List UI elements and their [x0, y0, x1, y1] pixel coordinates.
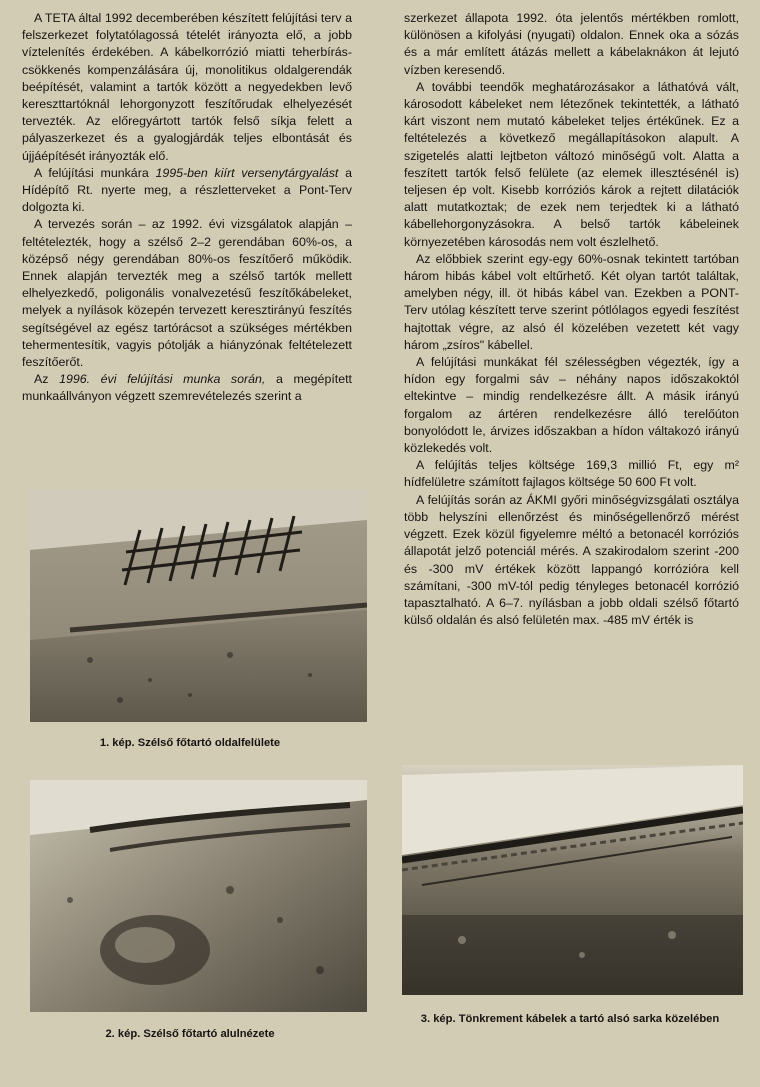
- paragraph: A TETA által 1992 decemberében készített felújítási terv a felszerkezet folytatólagossá tételét irányozta elő, a jobb víztelenítés érdekében. A kábelkorrózió miatti teherbírás-csökkenés kompenzálására új, monolitikus oldalgerendák beépítését, valamint a tartók között a negyedekben levő kereszttartóknál lehorgonyzott feszítőrudak elhelyezését tervezték. Az előregyártott tartók felső síkja felett a pályaszerkezet és a gyalogjárdák teljes elbontását és újjáépítését irányozták elő.: [22, 11, 352, 163]
- italic-run: 1995-ben kiírt versenytárgyalást: [155, 165, 339, 180]
- text-run: a megépített munkaállványon végzett szemrevételezés szerint a: [22, 372, 353, 404]
- text-run: a Hídépítő Rt. nyerte meg, a részletterveket a Pont-Terv dolgozta ki.: [22, 165, 352, 215]
- photo-beam-underside: [30, 780, 367, 1012]
- italic-run: 1996. évi felújítási munka során,: [59, 372, 266, 387]
- paragraph: A felújítás során az ÁKMI győri minőségvizsgálati osztálya több helyszíni ellenőrzést és minőségellenőrző mérést végzett. Ezek közül figyelemre méltó a betonacél korróziós állapotát jelző potenciál mérés. A szakirodalom szerint -200 és -300 mV értékek között lappangó korrózióra kell számítani, -300 mV-tól pedig tényleges betonacél korrózió tapasztalható. A 6–7. nyílásban a jobb oldali szélső főtartó külső oldalán és alsó felületén max. -485 mV érték is: [404, 492, 739, 628]
- text-run: Az: [34, 372, 60, 387]
- paragraph-inspection: [22, 371, 352, 405]
- photo-caption-2: 2. kép. Szélső főtartó alulnézete: [105, 1028, 275, 1040]
- paragraph: A tervezés során – az 1992. évi vizsgálatok alapján – feltételezték, hogy a szélső 2–2 gerendában 60%-os, a középső négy gerendában 80%-os feszítőerő működik. Ennek alapján tervezték meg a szélső tartók mellett elhelyezkedő, poligonális vonalvezetésű feszítőkábeleket, melyek a nyílások közepén tervezett keresztirányú feszítés segítségével az egész tartórácsot a szükséges mértékben tehermentesítik, vagyis pótolják a hiányzónak feltételezett feszítőerőt.: [22, 217, 352, 370]
- photo-caption-1: 1. kép. Szélső főtartó oldalfelülete: [99, 737, 281, 749]
- paragraph: A felújítás teljes költsége 169,3 millió Ft, egy m² hídfelületre számított fajlagos költsége 50 600 Ft volt.: [404, 458, 739, 490]
- left-text-column: [22, 10, 352, 406]
- paragraph: A további teendők meghatározásakor a láthatóvá vált, károsodott kábeleket nem létezőnek tekintették, a látható kárt viszont nem mutató kábeleket teljes értékűnek. Ez a feltételezés a következő megállapításokon alapult. A szigetelés alatti lejtbeton változó minőségű volt. Alatta a feszített tartók felső felülete (az elemek illesztésénél is) teljesen ép volt. Kisebb korróziós károk a rejtett dilatációk alatt mutatkoztak; de ezek nem terjedtek ki a látható kábellehorgonyzásokra. A belső tartók kábeleinek környezetében károsodás nem volt észlelhető.: [404, 79, 739, 249]
- photo-failed-cables: [402, 765, 743, 995]
- paragraph: Az előbbiek szerint egy-egy 60%-osnak tekintett tartóban három hibás kábel volt eltűrhető. Két olyan tartót találtak, amelyben négy, ill. öt hibás kábel van. Ezekben a PONT-Terv utólag készített terve szerint pótlólagos egyedi feszítést hajtottak végre, az alsó él közelében vezetett két vagy három „zsíros" kábellel.: [404, 251, 739, 352]
- text-run: A felújítási munkára: [34, 165, 156, 180]
- photo-beam-side-face: [30, 490, 367, 722]
- photo-caption-3: 3. kép. Tönkrement kábelek a tartó alsó sarka közelében: [420, 1013, 720, 1025]
- paragraph: A felújítási munkákat fél szélességben végezték, így a hídon egy forgalmi sáv – néhány napos időszakoktól eltekintve – mindig rendelkezésre állt. A másik irányú forgalom az ártéren rendelkezésre álló terelőúton bonyolódott le, árvizes időszakban a hídon váltakozó irányú közlekedés volt.: [404, 355, 739, 456]
- paragraph-tender: [22, 165, 352, 217]
- paragraph: szerkezet állapota 1992. óta jelentős mértékben romlott, különösen a kifolyási (nyugati) oldalon. Ennek oka a sózás és a már említett átázás mellett a kábelaknákon át lejutó vízben keresendő.: [404, 11, 739, 77]
- right-text-column: [404, 10, 739, 629]
